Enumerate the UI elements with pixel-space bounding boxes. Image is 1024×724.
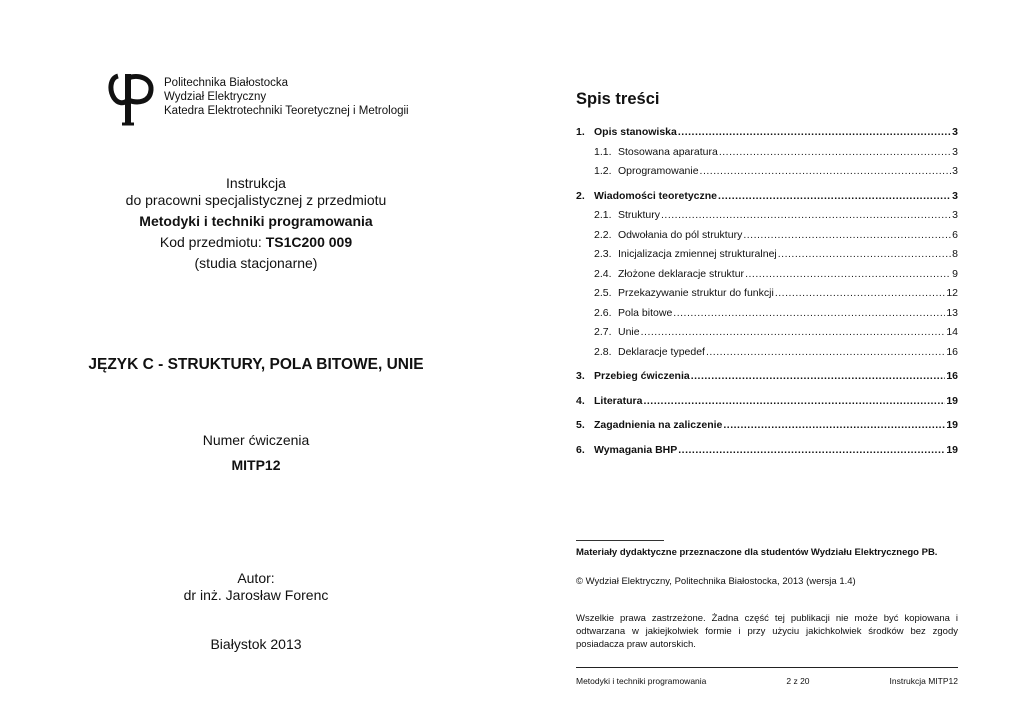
instruction-label: Instrukcja — [226, 175, 286, 191]
footer-course: Metodyki i techniki programowania — [576, 676, 707, 686]
toc-entry-leader — [678, 126, 951, 138]
toc-entry-leader — [778, 248, 951, 260]
toc-entry-leader — [700, 165, 952, 177]
institution-name: Politechnika Białostocka — [164, 77, 289, 89]
contents-page — [512, 0, 1024, 724]
toc-entry-title: Stosowana aparatura — [618, 145, 718, 158]
toc-entry-page: 6 — [952, 228, 958, 241]
toc-entry-page: 16 — [946, 345, 958, 358]
course-code-label: Kod przedmiotu: — [159, 234, 262, 250]
toc-entry-page: 19 — [946, 419, 958, 431]
toc-entry-number: 2.4. — [594, 267, 612, 280]
instruction-block — [0, 175, 512, 276]
toc-entry[interactable] — [576, 444, 958, 464]
toc-entry-number: 2.7. — [594, 326, 612, 338]
study-mode: (studia stacjonarne) — [194, 255, 318, 271]
toc-entry-page: 19 — [946, 394, 958, 407]
toc-entry-leader — [673, 307, 945, 319]
toc-entry-page: 8 — [952, 248, 958, 260]
toc-entry-title: Zagadnienia na zaliczenie — [594, 419, 723, 431]
toc-entry-number: 1.1. — [594, 145, 612, 158]
toc-entry-title: Struktury — [618, 209, 661, 221]
course-name: Metodyki i techniki programowania — [139, 213, 373, 229]
footnote-materials: Materiały dydaktyczne przeznaczone dla studentów Wydziału Elektrycznego PB. — [576, 547, 938, 558]
toc-entry-title: Złożone deklaracje struktur — [618, 267, 745, 280]
toc-entry-title: Przebieg ćwiczenia — [594, 370, 690, 382]
toc-entry-title: Odwołania do pól struktury — [618, 228, 743, 241]
toc-entry-number: 2. — [576, 189, 585, 202]
toc-entry-title: Oprogramowanie — [618, 165, 699, 177]
toc-entry-title: Deklaracje typedef — [618, 345, 705, 358]
footer-instruction: Instrukcja MITP12 — [889, 676, 958, 686]
toc-entry-page: 3 — [952, 165, 958, 177]
toc-entry-leader — [723, 419, 945, 431]
footnote-divider — [576, 540, 664, 541]
toc-entry-leader — [718, 190, 951, 202]
toc-entry[interactable] — [576, 395, 958, 415]
toc-entry[interactable] — [576, 287, 958, 307]
toc-entry-leader — [641, 326, 946, 338]
toc-entry-title: Unie — [618, 326, 640, 338]
toc-entry[interactable] — [576, 307, 958, 327]
toc-entry-page: 9 — [952, 267, 958, 280]
toc-entry-leader — [706, 346, 945, 358]
university-logo-icon — [108, 70, 154, 126]
faculty-name: Wydział Elektryczny — [164, 91, 267, 103]
toc-entry-leader — [745, 268, 951, 280]
toc-entry[interactable] — [576, 165, 958, 185]
toc-entry-number: 2.3. — [594, 248, 612, 260]
page-footer — [576, 676, 958, 686]
toc-entry-number: 2.1. — [594, 209, 612, 221]
toc-entry[interactable] — [576, 209, 958, 229]
toc-entry-page: 3 — [952, 145, 958, 158]
toc-entry-number: 1.2. — [594, 165, 612, 177]
toc-entry-title: Inicjalizacja zmiennej strukturalnej — [618, 248, 777, 260]
toc-entry[interactable] — [576, 346, 958, 366]
toc-entry-title: Literatura — [594, 394, 643, 407]
toc-entry-page: 13 — [946, 306, 958, 319]
toc-entry[interactable] — [576, 126, 958, 146]
toc-entry-leader — [743, 229, 951, 241]
toc-entry-page: 16 — [946, 370, 958, 382]
toc-entry-leader — [719, 146, 951, 158]
toc-entry-number: 5. — [576, 419, 585, 431]
author-block — [0, 570, 512, 604]
toc-entry-page: 3 — [952, 209, 958, 221]
footer-page-number: 2 z 20 — [786, 676, 810, 686]
toc-entry-leader — [678, 444, 945, 456]
toc-entry[interactable] — [576, 248, 958, 268]
toc-entry-title: Przekazywanie struktur do funkcji — [618, 287, 774, 299]
toc-entry[interactable] — [576, 146, 958, 166]
toc-entry-title: Pola bitowe — [618, 306, 673, 319]
author-label: Autor: — [237, 570, 275, 586]
toc-entry-leader — [691, 370, 946, 382]
toc-entry-number: 6. — [576, 443, 585, 456]
exercise-block — [0, 432, 512, 473]
toc-entry-page: 3 — [952, 189, 958, 202]
instruction-subtitle: do pracowni specjalistycznej z przedmiotu — [125, 192, 387, 208]
course-code — [0, 234, 512, 251]
toc-entry-title: Wymagania BHP — [594, 443, 678, 456]
place-year: Białystok 2013 — [210, 636, 302, 652]
toc-entry-title: Wiadomości teoretyczne — [594, 189, 718, 202]
institution-block — [164, 76, 409, 118]
toc-entry-leader — [643, 395, 945, 407]
exercise-number: MITP12 — [231, 457, 281, 473]
toc-entry-title: Opis stanowiska — [594, 126, 677, 138]
footer-divider — [576, 667, 958, 668]
toc-entry-leader — [775, 287, 945, 299]
toc-entry-page: 12 — [946, 287, 958, 299]
toc-entry[interactable] — [576, 268, 958, 288]
author-name: dr inż. Jarosław Forenc — [183, 587, 329, 603]
table-of-contents — [576, 126, 958, 463]
department-name: Katedra Elektrotechniki Teoretycznej i Metrologii — [164, 105, 409, 117]
toc-entry[interactable] — [576, 370, 958, 390]
footnote-rights: Wszelkie prawa zastrzeżone. Żadna część tej publikacji nie może być kopiowana i odtwarzana w jakiejkolwiek formie i przy użyciu jakichkolwiek środków bez zgody posiadacza praw autorskich. — [576, 613, 958, 650]
toc-entry[interactable] — [576, 419, 958, 439]
toc-entry-leader — [661, 209, 951, 221]
toc-entry-number: 2.5. — [594, 287, 612, 299]
toc-entry-page: 14 — [946, 326, 958, 338]
toc-entry[interactable] — [576, 326, 958, 346]
toc-entry[interactable] — [576, 190, 958, 210]
toc-entry-page: 3 — [952, 126, 958, 138]
toc-entry-number: 1. — [576, 126, 585, 138]
toc-entry-number: 3. — [576, 370, 585, 382]
toc-entry[interactable] — [576, 229, 958, 249]
topic-title: JĘZYK C - STRUKTURY, POLA BITOWE, UNIE — [88, 356, 424, 373]
toc-entry-number: 4. — [576, 394, 585, 407]
toc-entry-page: 19 — [946, 443, 958, 456]
course-code-value: TS1C200 009 — [265, 234, 353, 250]
toc-entry-number: 2.6. — [594, 306, 612, 319]
toc-entry-number: 2.8. — [594, 345, 612, 358]
toc-entry-number: 2.2. — [594, 228, 612, 241]
toc-title: Spis treści — [576, 90, 660, 108]
footnote-copyright: © Wydział Elektryczny, Politechnika Białostocka, 2013 (wersja 1.4) — [576, 576, 856, 587]
exercise-label: Numer ćwiczenia — [202, 432, 310, 448]
